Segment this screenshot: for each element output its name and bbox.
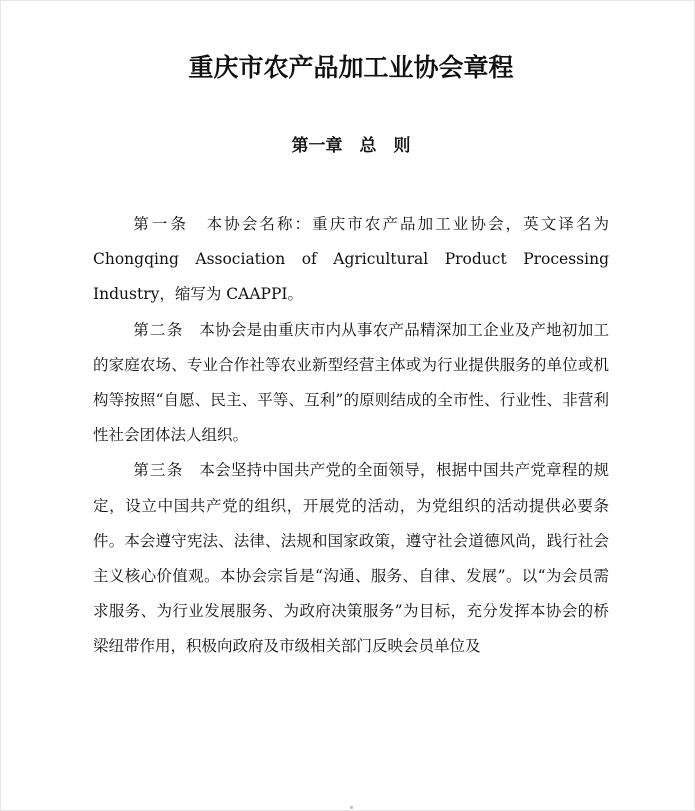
article-3-label: 第三条 bbox=[133, 461, 184, 480]
article-2-label: 第二条 bbox=[133, 320, 184, 339]
document-body bbox=[93, 207, 609, 665]
article-1-label: 第一条 bbox=[133, 215, 190, 233]
page-marker-dot bbox=[350, 806, 353, 809]
article-3 bbox=[93, 453, 609, 664]
article-2 bbox=[93, 313, 609, 454]
article-1 bbox=[93, 207, 609, 313]
article-3-text: 本会坚持中国共产党的全面领导，根据中国共产党章程的规定，设立中国共产党的组织，开展党的活动，为党组织的活动提供必要条件。本会遵守宪法、法律、法规和国家政策，遵守社会道德风尚，践行社会主义核心价值观。本协会宗旨是“沟通、服务、自律、发展”。以“为会员需求服务、为行业发展服务、为政府决策服务”为目标，充分发挥本协会的桥梁纽带作用，积极向政府及市级相关部门反映会员单位及 bbox=[93, 461, 609, 656]
document-title: 重庆市农产品加工业协会章程 bbox=[188, 53, 514, 82]
article-2-text: 本协会是由重庆市内从事农产品精深加工企业及产地初加工的家庭农场、专业合作社等农业新型经营主体或为行业提供服务的单位或机构等按照“自愿、民主、平等、互利”的原则结成的全市性、行业性、非营利性社会团体法人组织。 bbox=[93, 320, 609, 445]
chapter-title: 第一章 总 则 bbox=[291, 136, 411, 156]
article-1-text: 本协会名称：重庆市农产品加工业协会，英文译名为 Chongqing Association of Agricultural Product Processing Industry，缩写为 CAAPPI。 bbox=[93, 215, 609, 304]
